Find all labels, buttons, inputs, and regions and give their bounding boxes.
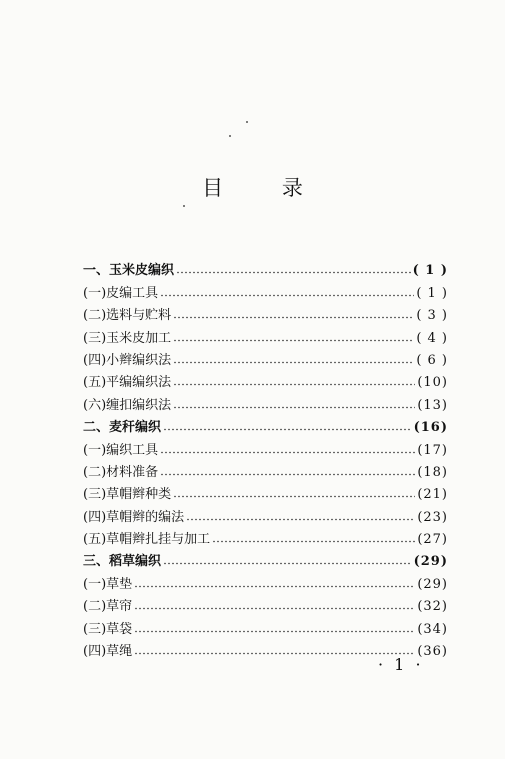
entry-number: 二、 <box>83 420 110 436</box>
dot-leader <box>173 355 414 364</box>
entry-page-number: (21) <box>417 487 448 503</box>
toc-entry <box>83 480 448 502</box>
entry-page-number: (34) <box>417 621 448 637</box>
entry-page-number: ( 1 ) <box>416 285 448 301</box>
entry-page-number: (36) <box>417 644 448 660</box>
paper-speck <box>229 135 231 137</box>
table-of-contents <box>83 256 448 659</box>
dot-leader <box>160 288 414 297</box>
toc-entry <box>83 278 448 300</box>
toc-entry <box>83 435 448 457</box>
toc-entry <box>83 346 448 368</box>
entry-page-number: (16) <box>413 420 448 436</box>
toc-entry <box>83 502 448 524</box>
entry-title: 草帽辫扎挂与加工 <box>106 532 211 548</box>
dot-leader <box>160 445 415 454</box>
entry-title: 麦秆编织 <box>109 420 162 436</box>
entry-title: 皮编工具 <box>106 285 159 301</box>
entry-number: (四) <box>83 509 107 525</box>
entry-number: (一) <box>83 576 107 592</box>
toc-section-entry <box>83 547 448 569</box>
toc-section-entry <box>83 413 448 435</box>
toc-entry <box>83 458 448 480</box>
entry-title: 编织工具 <box>106 442 159 458</box>
paper-speck <box>183 205 185 207</box>
entry-number: (二) <box>83 308 107 324</box>
entry-title: 材料准备 <box>106 464 159 480</box>
entry-page-number: (17) <box>417 442 448 458</box>
entry-page-number: ( 3 ) <box>416 308 448 324</box>
entry-page-number: (29) <box>413 554 448 570</box>
entry-page-number: ( 4 ) <box>416 330 448 346</box>
dot-leader <box>173 377 415 386</box>
page-title: 目 录 <box>202 176 329 200</box>
dot-leader <box>134 579 415 588</box>
dot-leader <box>134 646 415 655</box>
entry-title: 玉米皮编织 <box>109 263 175 279</box>
entry-page-number: (32) <box>417 599 448 615</box>
entry-title: 草帽辫种类 <box>106 487 172 503</box>
toc-entry <box>83 323 448 345</box>
toc-entry <box>83 592 448 614</box>
dot-leader <box>186 512 415 521</box>
entry-title: 小辫编织法 <box>106 352 172 368</box>
toc-entry <box>83 368 448 390</box>
entry-number: (三) <box>83 487 107 503</box>
entry-title: 稻草编织 <box>109 554 162 570</box>
entry-page-number: (13) <box>417 397 448 413</box>
dot-leader <box>134 601 415 610</box>
toc-entry <box>83 301 448 323</box>
entry-number: (五) <box>83 375 107 391</box>
dot-leader <box>173 489 415 498</box>
dot-leader <box>173 310 414 319</box>
dot-leader <box>173 333 414 342</box>
dot-leader <box>163 422 412 431</box>
page-number: · 1 · <box>378 655 424 674</box>
entry-number: (一) <box>83 285 107 301</box>
dot-leader <box>163 556 412 565</box>
entry-number: (二) <box>83 464 107 480</box>
entry-page-number: (29) <box>417 576 448 592</box>
entry-number: (一) <box>83 442 107 458</box>
entry-title: 草帘 <box>106 599 133 615</box>
toc-entry <box>83 390 448 412</box>
entry-title: 选料与贮料 <box>106 308 172 324</box>
entry-number: (四) <box>83 352 107 368</box>
toc-section-entry <box>83 256 448 278</box>
entry-title: 草绳 <box>106 644 133 660</box>
dot-leader <box>176 265 411 274</box>
entry-title: 草袋 <box>106 621 133 637</box>
dot-leader <box>173 400 415 409</box>
toc-entry <box>83 525 448 547</box>
entry-title: 草帽辫的编法 <box>106 509 185 525</box>
entry-number: (三) <box>83 621 107 637</box>
entry-number: (六) <box>83 397 107 413</box>
toc-entry <box>83 569 448 591</box>
entry-title: 平编编织法 <box>106 375 172 391</box>
entry-title: 玉米皮加工 <box>106 330 172 346</box>
entry-title: 草垫 <box>106 576 133 592</box>
entry-page-number: (23) <box>417 509 448 525</box>
entry-number: (五) <box>83 532 107 548</box>
entry-number: (三) <box>83 330 107 346</box>
entry-page-number: (18) <box>417 464 448 480</box>
dot-leader <box>134 624 415 633</box>
entry-page-number: ( 1 ) <box>412 263 448 279</box>
entry-number: (四) <box>83 644 107 660</box>
entry-title: 缠扣编织法 <box>106 397 172 413</box>
entry-number: 一、 <box>83 263 110 279</box>
entry-number: (二) <box>83 599 107 615</box>
dot-leader <box>212 534 415 543</box>
entry-page-number: ( 6 ) <box>416 352 448 368</box>
entry-number: 三、 <box>83 554 110 570</box>
entry-page-number: (27) <box>417 532 448 548</box>
dot-leader <box>160 467 415 476</box>
toc-entry <box>83 614 448 636</box>
entry-page-number: (10) <box>417 375 448 391</box>
paper-speck <box>246 121 248 123</box>
